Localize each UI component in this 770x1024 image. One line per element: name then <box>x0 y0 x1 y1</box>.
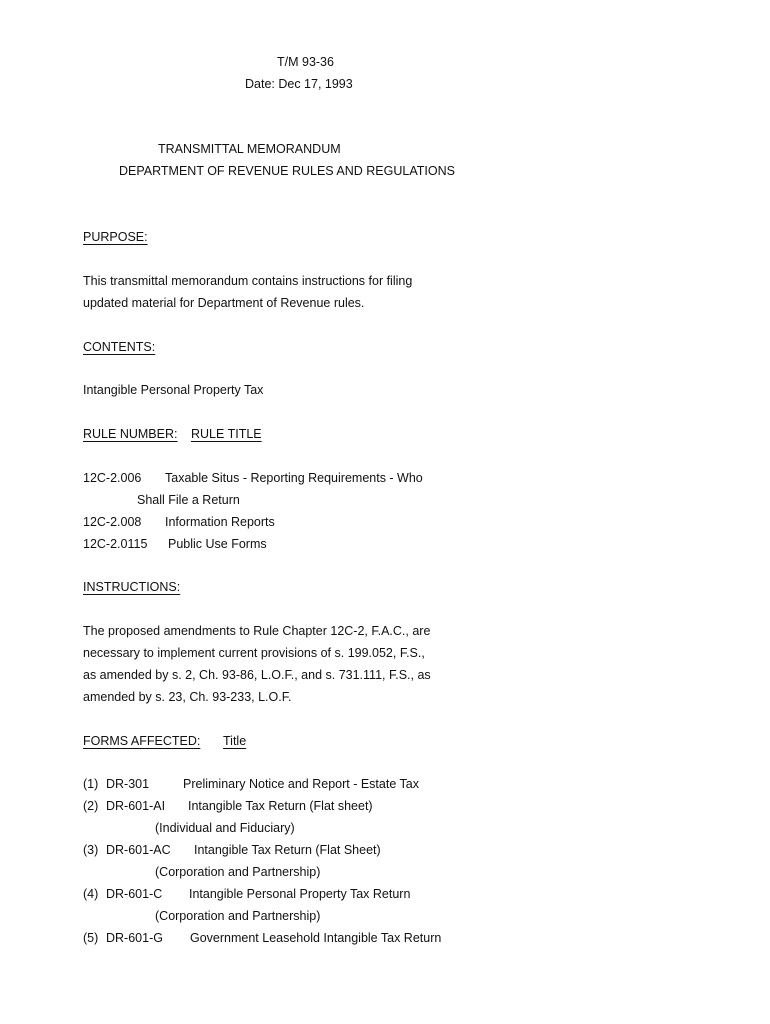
form-index: (2) <box>83 799 99 813</box>
contents-heading: CONTENTS: <box>83 340 156 354</box>
rule-title: Information Reports <box>165 515 275 529</box>
document-subtitle: DEPARTMENT OF REVENUE RULES AND REGULATIONS <box>119 164 455 178</box>
form-number: DR-601-AC <box>106 843 171 857</box>
rule-title: Public Use Forms <box>168 537 267 551</box>
form-index: (5) <box>83 931 99 945</box>
instructions-line-3: as amended by s. 2, Ch. 93-86, L.O.F., and s. 731.111, F.S., as <box>83 668 431 682</box>
memo-number: T/M 93-36 <box>277 55 334 69</box>
instructions-heading: INSTRUCTIONS: <box>83 580 181 594</box>
form-index: (4) <box>83 887 99 901</box>
rule-title: Taxable Situs - Reporting Requirements - Who <box>165 471 423 485</box>
rule-number: 12C-2.006 <box>83 471 142 485</box>
instructions-line-1: The proposed amendments to Rule Chapter 12C-2, F.A.C., are <box>83 624 431 638</box>
instructions-line-4: amended by s. 23, Ch. 93-233, L.O.F. <box>83 690 292 704</box>
memo-date: Date: Dec 17, 1993 <box>245 77 353 91</box>
form-title-continuation: (Corporation and Partnership) <box>155 909 321 923</box>
rule-number: 12C-2.008 <box>83 515 142 529</box>
form-index: (3) <box>83 843 99 857</box>
instructions-line-2: necessary to implement current provisions of s. 199.052, F.S., <box>83 646 425 660</box>
forms-title-heading: Title <box>223 734 247 748</box>
form-number: DR-601-AI <box>106 799 166 813</box>
form-title: Preliminary Notice and Report - Estate Tax <box>183 777 419 791</box>
document-title: TRANSMITTAL MEMORANDUM <box>158 142 341 156</box>
rule-number: 12C-2.0115 <box>83 537 148 551</box>
form-title: Intangible Personal Property Tax Return <box>189 887 411 901</box>
form-title: Government Leasehold Intangible Tax Return <box>190 931 442 945</box>
form-number: DR-601-G <box>106 931 163 945</box>
form-title: Intangible Tax Return (Flat sheet) <box>188 799 373 813</box>
form-number: DR-301 <box>106 777 150 791</box>
form-number: DR-601-C <box>106 887 163 901</box>
form-index: (1) <box>83 777 99 791</box>
purpose-heading: PURPOSE: <box>83 230 148 244</box>
rule-title-continuation: Shall File a Return <box>137 493 240 507</box>
form-title-continuation: (Corporation and Partnership) <box>155 865 321 879</box>
purpose-line-2: updated material for Department of Revenue rules. <box>83 296 365 310</box>
form-title-continuation: (Individual and Fiduciary) <box>155 821 295 835</box>
contents-text: Intangible Personal Property Tax <box>83 383 264 397</box>
forms-affected-heading: FORMS AFFECTED: <box>83 734 201 748</box>
rule-number-heading: RULE NUMBER: <box>83 427 178 441</box>
rule-title-heading: RULE TITLE <box>191 427 262 441</box>
form-title: Intangible Tax Return (Flat Sheet) <box>194 843 381 857</box>
purpose-line-1: This transmittal memorandum contains instructions for filing <box>83 274 413 288</box>
